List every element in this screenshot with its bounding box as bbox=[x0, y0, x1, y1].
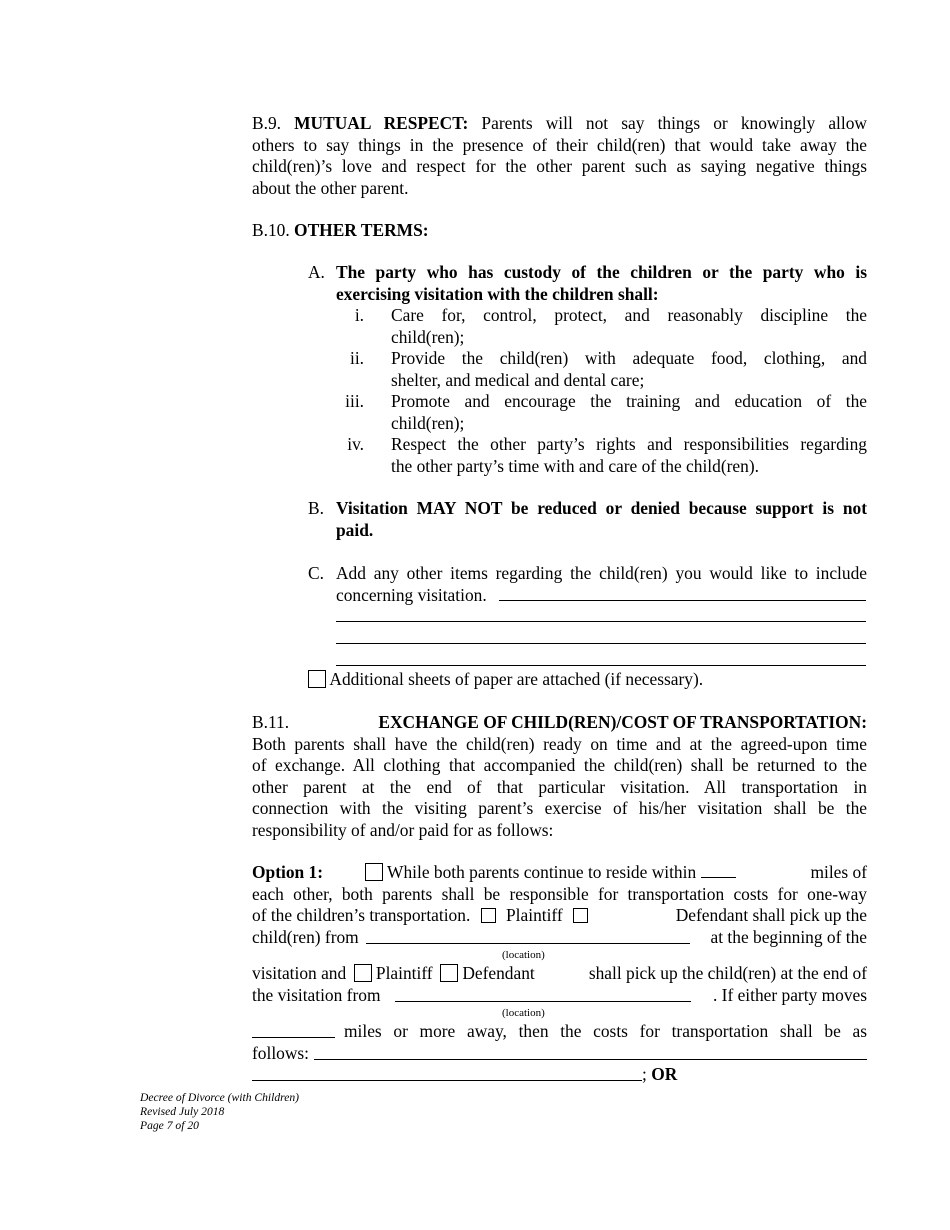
option-text: child(ren) from bbox=[252, 926, 359, 947]
pickup-location-field[interactable] bbox=[366, 943, 690, 944]
footer-form-title: Decree of Divorce (with Children) bbox=[140, 1091, 300, 1104]
item-b bbox=[308, 498, 867, 543]
location-caption: (location) bbox=[502, 949, 545, 961]
sub-item-number: iv. bbox=[347, 434, 364, 454]
defendant-label: Defendant bbox=[462, 963, 535, 983]
option-text: shall pick up the bbox=[752, 905, 867, 925]
paragraph-text: child(ren)’s love and respect for the other parent such as saying negative things bbox=[252, 156, 867, 176]
sub-item-text: Promote and encourage the training and education of the bbox=[391, 391, 867, 411]
miles-away-field[interactable] bbox=[252, 1037, 335, 1038]
location-caption: (location) bbox=[502, 1007, 545, 1019]
item-c bbox=[308, 563, 867, 608]
footer-page-number: Page 7 of 20 bbox=[140, 1119, 199, 1132]
dropoff-location-field[interactable] bbox=[395, 1001, 691, 1002]
item-text: Add any other items regarding the child(ren) you would like to include bbox=[336, 563, 867, 583]
item-text: exercising visitation with the children shall: bbox=[336, 283, 659, 304]
paragraph-text: connection with the visiting parent’s exercise of his/her visitation shall be the bbox=[252, 798, 867, 818]
item-a bbox=[308, 262, 867, 307]
item-text: concerning visitation. bbox=[336, 584, 487, 605]
sub-item-text: Respect the other party’s rights and responsibilities regarding bbox=[391, 434, 867, 454]
option-text: the visitation from bbox=[252, 984, 381, 1005]
section-heading: EXCHANGE OF CHILD(REN)/COST OF TRANSPORTATION: bbox=[378, 712, 867, 732]
section-b11 bbox=[252, 712, 867, 842]
paragraph-text: Both parents shall have the child(ren) ready on time and at the agreed-upon time bbox=[252, 733, 867, 754]
option-text: of the children’s transportation. bbox=[252, 905, 471, 925]
sub-item-number: iii. bbox=[345, 391, 364, 411]
or-separator: ; bbox=[642, 1064, 647, 1084]
additional-sheets-checkbox[interactable] bbox=[308, 670, 326, 688]
paragraph-text: other parent at the end of that particular visitation. All transportation in bbox=[252, 776, 867, 797]
other-items-field[interactable] bbox=[499, 600, 866, 601]
option-text: shall pick up the child(ren) at the end of bbox=[588, 963, 867, 983]
sub-item-text: shelter, and medical and dental care; bbox=[391, 369, 645, 390]
item-letter: C. bbox=[308, 563, 324, 583]
option-text: miles or more away, then the costs for transportation shall be as bbox=[344, 1021, 867, 1041]
transport-costs-field[interactable] bbox=[314, 1059, 867, 1060]
section-number: B.10. bbox=[252, 220, 290, 240]
plaintiff-checkbox-end[interactable] bbox=[354, 964, 372, 982]
plaintiff-label: Plaintiff bbox=[375, 963, 433, 983]
additional-sheets-label: Additional sheets of paper are attached (if necessary). bbox=[329, 669, 704, 689]
section-number: B.11. bbox=[252, 712, 290, 732]
sub-item-number: ii. bbox=[349, 348, 364, 368]
defendant-checkbox-end[interactable] bbox=[440, 964, 458, 982]
option-label: Option 1: bbox=[252, 862, 324, 882]
sub-item-text: Provide the child(ren) with adequate food, clothing, and bbox=[391, 348, 867, 368]
paragraph-text: responsibility of and/or paid for as follows: bbox=[252, 819, 554, 840]
paragraph-text: others to say things in the presence of their child(ren) that would take away the bbox=[252, 134, 867, 155]
item-letter: A. bbox=[308, 262, 325, 282]
sub-item-text: child(ren); bbox=[391, 412, 465, 433]
plaintiff-checkbox[interactable] bbox=[481, 908, 496, 923]
option-1-checkbox[interactable] bbox=[365, 863, 383, 881]
option-text: miles of bbox=[810, 862, 867, 882]
defendant-label: Defendant bbox=[675, 905, 749, 925]
option-1 bbox=[252, 862, 867, 1092]
plaintiff-label: Plaintiff bbox=[506, 905, 563, 925]
section-number: B.9. bbox=[252, 113, 281, 133]
section-b9 bbox=[252, 113, 867, 201]
option-text: each other, both parents shall be responsible for transportation costs for one-way bbox=[252, 883, 867, 904]
section-b10-heading bbox=[252, 220, 867, 242]
paragraph-text: about the other parent. bbox=[252, 177, 409, 198]
paragraph-text: Parents will not say things or knowingly allow bbox=[481, 113, 867, 133]
sub-item-iii bbox=[336, 391, 867, 435]
item-text: The party who has custody of the children or the party who is bbox=[336, 262, 867, 282]
option-text: . If either party moves bbox=[712, 984, 867, 1005]
other-items-field[interactable] bbox=[336, 643, 866, 644]
section-heading: OTHER TERMS: bbox=[294, 220, 429, 240]
sub-item-number: i. bbox=[354, 305, 364, 325]
option-text: visitation and bbox=[252, 963, 347, 983]
additional-sheets-row bbox=[308, 669, 868, 691]
section-heading: MUTUAL RESPECT: bbox=[294, 113, 469, 133]
sub-item-i bbox=[336, 305, 867, 349]
option-text: follows: bbox=[252, 1042, 310, 1063]
option-text: at the beginning of the bbox=[710, 926, 867, 947]
item-text: Visitation MAY NOT be reduced or denied because support is not bbox=[336, 498, 867, 518]
paragraph-text: of exchange. All clothing that accompanied the child(ren) shall be returned to the bbox=[252, 755, 867, 775]
other-items-field[interactable] bbox=[336, 665, 866, 666]
item-letter: B. bbox=[308, 498, 324, 518]
transport-costs-field[interactable] bbox=[252, 1080, 642, 1081]
defendant-checkbox[interactable] bbox=[573, 908, 588, 923]
option-text: While both parents continue to reside within bbox=[387, 862, 697, 882]
sub-item-text: child(ren); bbox=[391, 326, 465, 347]
miles-field[interactable] bbox=[701, 862, 736, 878]
item-text: paid. bbox=[336, 519, 374, 540]
sub-item-text: the other party’s time with and care of the child(ren). bbox=[391, 455, 759, 476]
other-items-field[interactable] bbox=[336, 621, 866, 622]
sub-item-text: Care for, control, protect, and reasonably discipline the bbox=[391, 305, 867, 325]
page-footer bbox=[140, 1091, 299, 1133]
or-label: OR bbox=[651, 1064, 678, 1084]
sub-item-ii bbox=[336, 348, 867, 392]
footer-revision: Revised July 2018 bbox=[140, 1105, 225, 1118]
sub-item-iv bbox=[336, 434, 867, 478]
